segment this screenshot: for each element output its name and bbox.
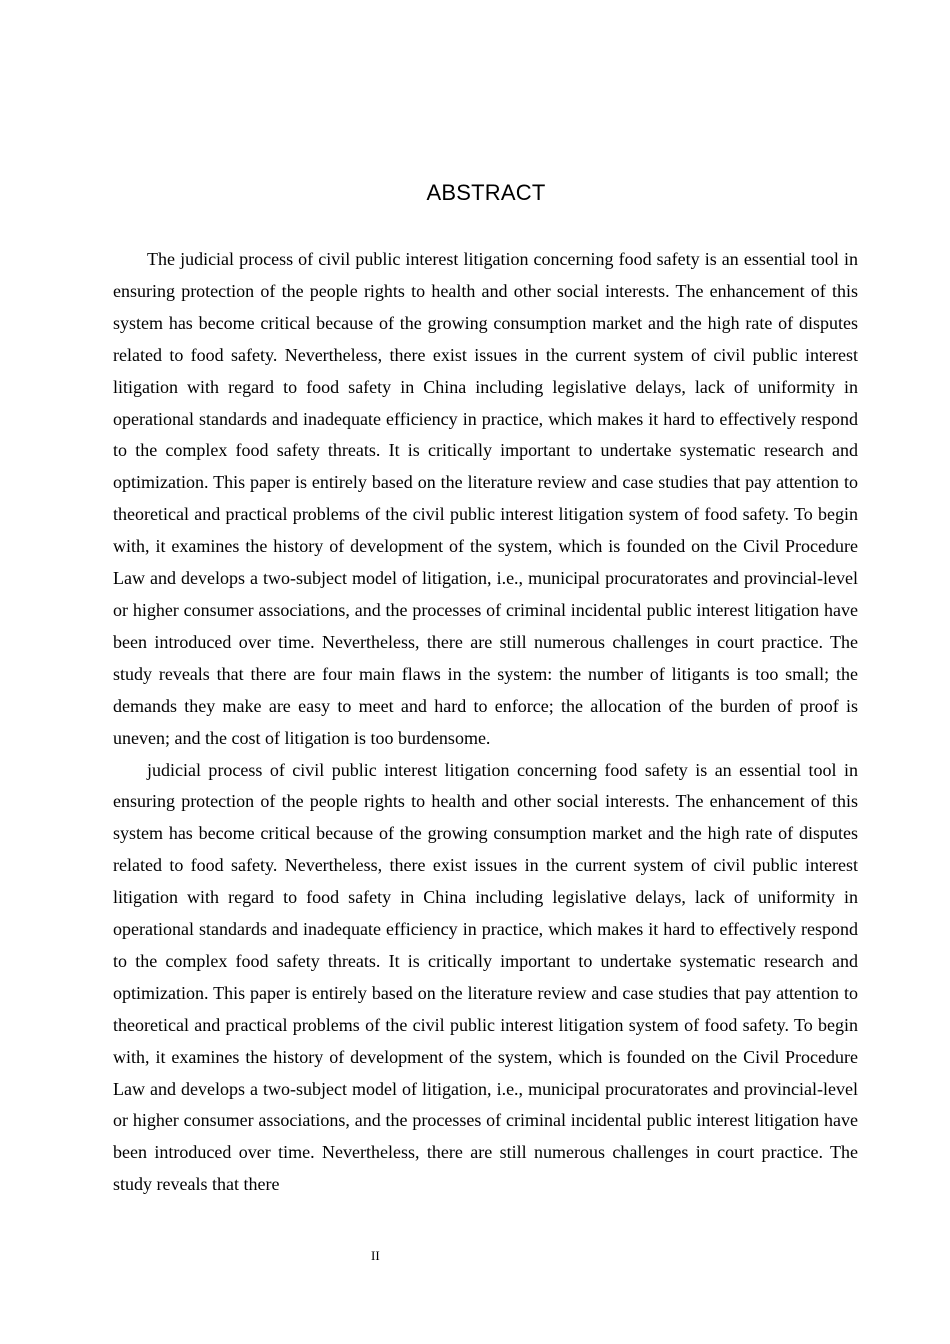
abstract-paragraph-2: judicial process of civil public interest litigation concerning food safety is an essential tool in ensuring protection of the people rights to health and other social interests. The enhancement of this system has become critical because of the growing consumption market and the high rate of disputes related to food safety. Nevertheless, there exist issues in the current system of civil public interest litigation with regard to food safety in China including legislative delays, lack of uniformity in operational standards and inadequate efficiency in practice, which makes it hard to effectively respond to the complex food safety threats. It is critically important to undertake systematic research and optimization. This paper is entirely based on the literature review and case studies that pay attention to theoretical and practical problems of the civil public interest litigation system of food safety. To begin with, it examines the history of development of the system, which is founded on the Civil Procedure Law and develops a two-subject model of litigation, i.e., municipal procuratorates and provincial-level or higher consumer associations, and the processes of criminal incidental public interest litigation have been introduced over time. Nevertheless, there are still numerous challenges in court practice. The study reveals that there <box>113 759 858 1195</box>
page-number: II <box>371 1248 380 1263</box>
abstract-body <box>113 244 858 1201</box>
page-title: ABSTRACT <box>426 180 546 205</box>
abstract-paragraph-1: The judicial process of civil public interest litigation concerning food safety is an essential tool in ensuring protection of the people rights to health and other social interests. The enhancement of this system has become critical because of the growing consumption market and the high rate of disputes related to food safety. Nevertheless, there exist issues in the current system of civil public interest litigation with regard to food safety in China including legislative delays, lack of uniformity in operational standards and inadequate efficiency in practice, which makes it hard to effectively respond to the complex food safety threats. It is critically important to undertake systematic research and optimization. This paper is entirely based on the literature review and case studies that pay attention to theoretical and practical problems of the civil public interest litigation system of food safety. To begin with, it examines the history of development of the system, which is founded on the Civil Procedure Law and develops a two-subject model of litigation, i.e., municipal procuratorates and provincial-level or higher consumer associations, and the processes of criminal incidental public interest litigation have been introduced over time. Nevertheless, there are still numerous challenges in court practice. The study reveals that there are four main flaws in the system: the number of litigants is too small; the demands they make are easy to meet and hard to enforce; the allocation of the burden of proof is uneven; and the cost of litigation is too burdensome. <box>113 249 858 748</box>
